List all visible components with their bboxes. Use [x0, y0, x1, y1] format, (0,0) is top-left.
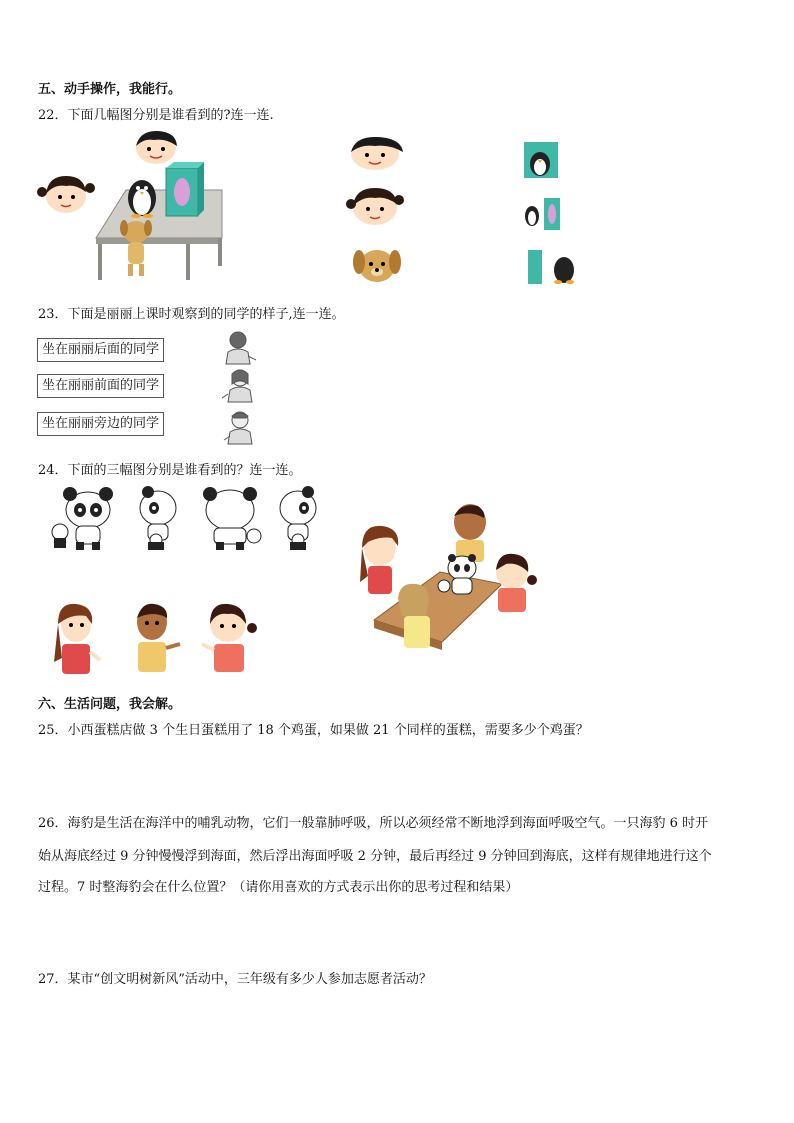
boy-icon [137, 604, 180, 672]
q23-option-beside: 坐在丽丽旁边的同学 [37, 412, 164, 436]
girl-right-icon [496, 554, 537, 612]
dog-head-icon [353, 250, 401, 282]
q23-option-behind: 坐在丽丽后面的同学 [37, 338, 164, 362]
question-26-line-2: 始从海底经过 9 分钟慢慢浮到海面，然后浮出海面呼吸 2 分钟，最后再经过 9 分钟回到海底，这样有规律地进行这个 [38, 849, 712, 864]
question-25: 25．小西蛋糕店做 3 个生日蛋糕用了 18 个鸡蛋，如果做 21 个同样的蛋糕，需要多少个鸡蛋？ [38, 723, 589, 738]
girl-head-icon [346, 188, 404, 225]
view-box-penguin-back-icon [528, 250, 574, 284]
panda-view-side-icon [140, 486, 176, 550]
girl-head-icon [37, 176, 95, 213]
question-26-line-3: 过程。7 时整海豹会在什么位置？（请你用喜欢的方式表示出你的思考过程和结果） [38, 880, 519, 895]
girl-left-icon [360, 526, 398, 594]
q22-viewer-heads [345, 134, 409, 290]
q24-panda-views [48, 486, 328, 554]
classmate-side-icon [224, 412, 252, 444]
q22-scene-figure [36, 128, 236, 284]
question-22: 22．下面几幅图分别是谁看到的?连一连. [38, 108, 274, 123]
boy-head-icon [136, 131, 177, 164]
q24-kids-options [44, 598, 260, 678]
girl-long-hair-icon [54, 604, 100, 674]
boy-back-icon [454, 504, 486, 562]
q23-option-front: 坐在丽丽前面的同学 [37, 374, 164, 398]
boy-head-icon [351, 137, 403, 170]
panda-view-back-icon [203, 487, 261, 550]
question-26-line-1: 26．海豹是生活在海洋中的哺乳动物，它们一般靠肺呼吸，所以必须经常不断地浮到海面呼吸空气。一只海豹 6 时开 [38, 816, 709, 831]
question-27: 27．某市“创文明树新风”活动中，三年级有多少人参加志愿者活动？ [38, 972, 432, 987]
panda-view-front-icon [52, 487, 113, 550]
section-6-title: 六、生活问题，我会解。 [38, 697, 182, 712]
question-24: 24．下面的三幅图分别是谁看到的？连一连。 [38, 463, 302, 478]
dog-icon [120, 220, 152, 276]
panda-view-other-side-icon [280, 486, 316, 550]
classmate-front-icon [222, 370, 252, 402]
classmate-back-icon [226, 332, 256, 364]
q23-classmate-figures [220, 330, 260, 448]
girl-short-hair-icon [202, 604, 257, 672]
view-penguin-front-icon [524, 142, 558, 178]
girl-front-back-icon [398, 584, 430, 648]
q22-view-options [518, 140, 584, 290]
question-23: 23．下面是丽丽上课时观察到的同学的样子,连一连。 [38, 307, 345, 322]
section-5-title: 五、动手操作，我能行。 [38, 82, 182, 97]
view-penguin-box-side-icon [525, 198, 560, 230]
q24-table-scene [352, 502, 538, 652]
